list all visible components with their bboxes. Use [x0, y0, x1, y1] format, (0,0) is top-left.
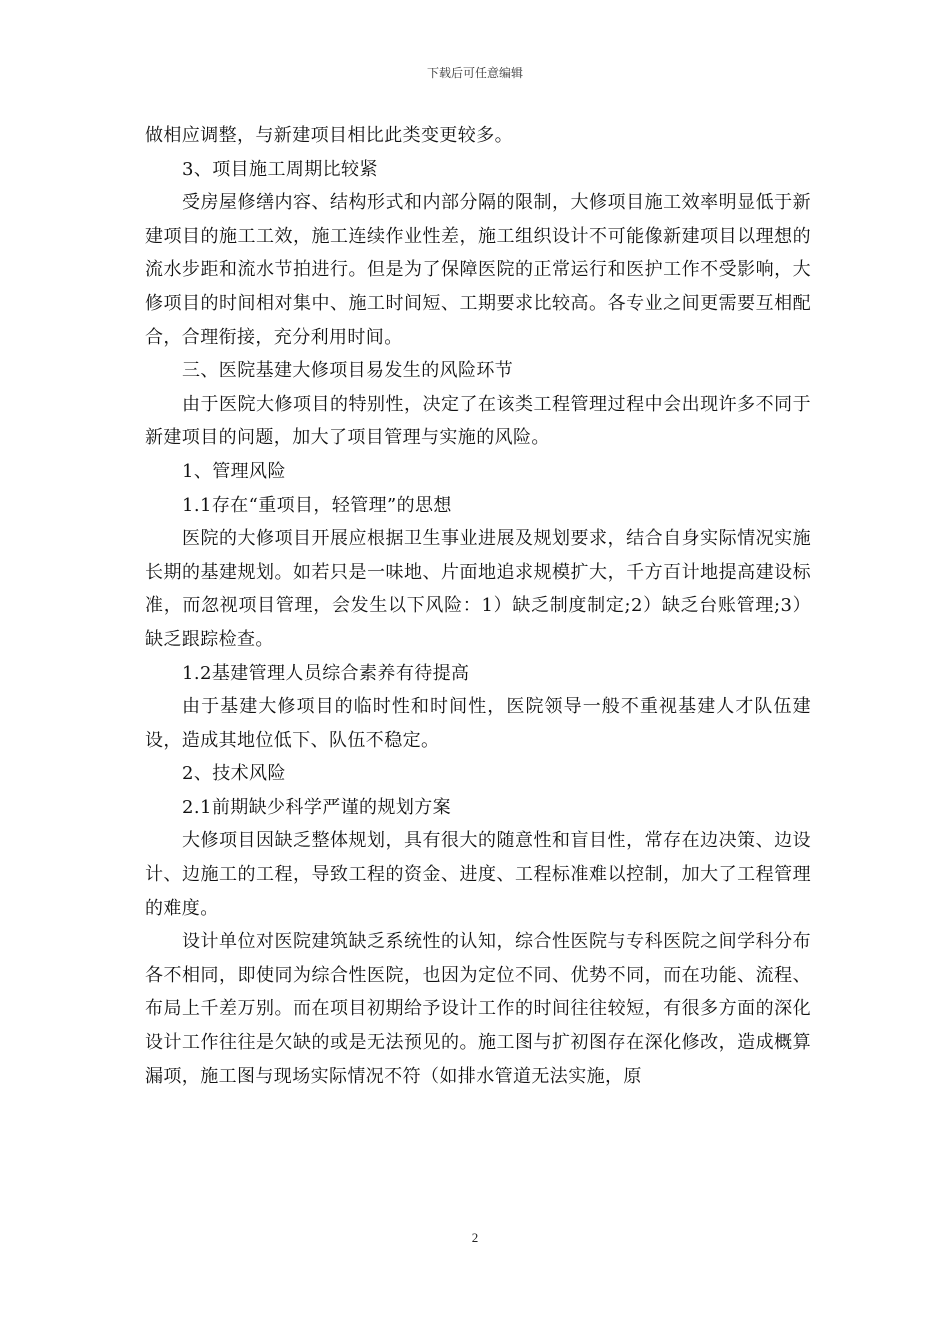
paragraph: 由于基建大修项目的临时性和时间性，医院领导一般不重视基建人才队伍建设，造成其地位低下、队伍不稳定。 [145, 696, 811, 751]
subsection-heading: 1.1存在“重项目，轻管理”的思想 [182, 494, 452, 516]
section-heading: 2、技术风险 [182, 763, 286, 785]
paragraph: 大修项目因缺乏整体规划，具有很大的随意性和盲目性，常存在边决策、边设计、边施工的工程，导致工程的资金、进度、工程标准难以控制，加大了工程管理的难度。 [145, 830, 811, 919]
paragraph: 医院的大修项目开展应根据卫生事业进展及规划要求，结合自身实际情况实施长期的基建规划。如若只是一味地、片面地追求规模扩大，千方百计地提高建设标准，而忽视项目管理，会发生以下风险：1）缺乏制度制定;2）缺乏台账管理;3）缺乏跟踪检查。 [145, 528, 811, 650]
subsection-heading: 1.2基建管理人员综合素养有待提高 [182, 662, 470, 684]
section-heading: 3、项目施工周期比较紧 [182, 158, 378, 180]
document-body [145, 119, 811, 1093]
paragraph: 做相应调整，与新建项目相比此类变更较多。 [145, 125, 513, 146]
page-number: 2 [471, 1230, 479, 1245]
subsection-heading: 2.1前期缺少科学严谨的规划方案 [182, 796, 452, 818]
paragraph: 由于医院大修项目的特别性，决定了在该类工程管理过程中会出现许多不同于新建项目的问题，加大了项目管理与实施的风险。 [145, 393, 811, 449]
section-heading: 三、医院基建大修项目易发生的风险环节 [182, 360, 514, 382]
paragraph: 受房屋修缮内容、结构形式和内部分隔的限制，大修项目施工效率明显低于新建项目的施工工效，施工连续作业性差，施工组织设计不可能像新建项目以理想的流水步距和流水节拍进行。但是为了保障医院的正常运行和医护工作不受影响，大修项目的时间相对集中、施工时间短、工期要求比较高。各专业之间更需要互相配合，合理衔接，充分利用时间。 [145, 192, 811, 348]
section-heading: 1、管理风险 [182, 460, 286, 482]
page-header: 下载后可任意编辑 [426, 66, 523, 80]
paragraph: 设计单位对医院建筑缺乏系统性的认知，综合性医院与专科医院之间学科分布各不相同，即使同为综合性医院，也因为定位不同、优势不同，而在功能、流程、布局上千差万别。而在项目初期给予设计工作的时间往往较短，有很多方面的深化设计工作往往是欠缺的或是无法预见的。施工图与扩初图存在深化修改，造成概算漏项，施工图与现场实际情况不符（如排水管道无法实施，原 [145, 931, 811, 1087]
